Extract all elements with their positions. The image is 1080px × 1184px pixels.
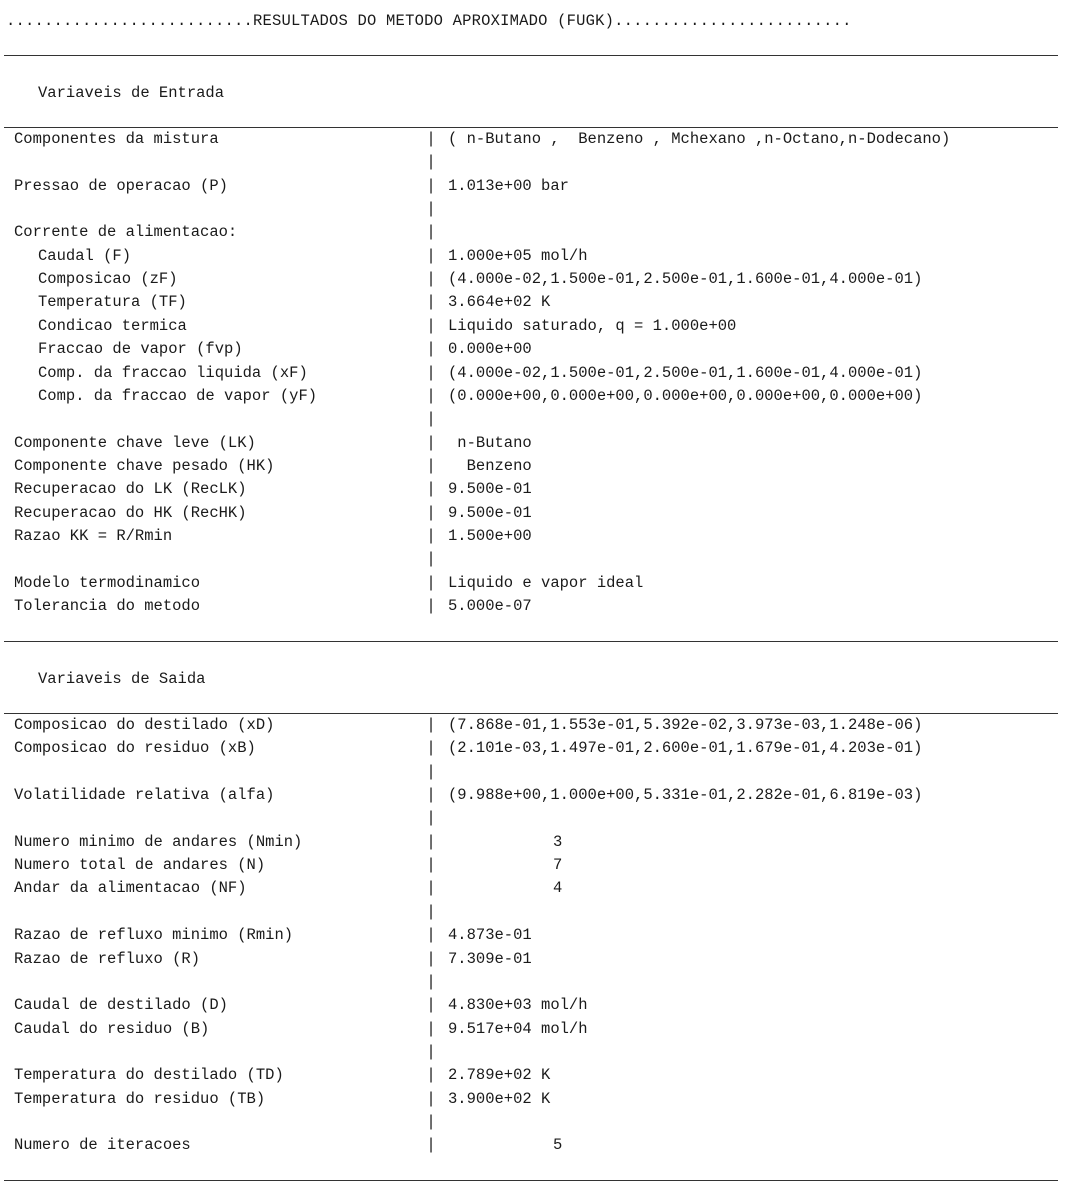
table-row	[0, 1043, 1080, 1066]
column-separator: |	[426, 246, 436, 265]
row-value: 2.789e+02 K	[448, 1066, 551, 1085]
row-label: Numero minimo de andares (Nmin)	[14, 832, 303, 851]
column-separator: |	[426, 410, 436, 429]
row-label: Recuperacao do HK (RecHK)	[14, 503, 247, 522]
output-section-header: Variaveis de Saida	[38, 670, 206, 688]
column-separator: |	[426, 996, 436, 1015]
divider-top	[4, 55, 1058, 56]
column-separator: |	[426, 340, 436, 359]
table-row	[0, 739, 1080, 762]
table-row	[0, 996, 1080, 1019]
table-row	[0, 926, 1080, 949]
column-separator: |	[426, 1136, 436, 1155]
table-row	[0, 527, 1080, 550]
row-value: Liquido e vapor ideal	[448, 573, 644, 592]
column-separator: |	[426, 1112, 436, 1131]
row-value: (2.101e-03,1.497e-01,2.600e-01,1.679e-01,4.203e-01)	[448, 739, 923, 758]
row-value: 1.000e+05 mol/h	[448, 246, 588, 265]
table-row	[0, 1090, 1080, 1113]
row-value: 5	[553, 1136, 563, 1155]
column-separator: |	[426, 526, 436, 545]
row-value: ( n-Butano , Benzeno , Mchexano ,n-Octano,n-Dodecano)	[448, 130, 951, 148]
row-value: 3	[553, 832, 563, 851]
table-row	[0, 833, 1080, 856]
column-separator: |	[426, 550, 436, 569]
row-label: Componentes da mistura	[14, 130, 219, 148]
row-value: 9.500e-01	[448, 503, 532, 522]
row-label: Caudal (F)	[38, 246, 132, 265]
row-label: Temperatura (TF)	[38, 293, 187, 312]
row-label: Fraccao de vapor (fvp)	[38, 340, 243, 359]
table-row	[0, 340, 1080, 363]
row-value: 4.830e+03 mol/h	[448, 996, 588, 1015]
column-separator: |	[426, 153, 436, 172]
row-value: (9.988e+00,1.000e+00,5.331e-01,2.282e-01,6.819e-03)	[448, 786, 923, 805]
table-row	[0, 504, 1080, 527]
table-row	[0, 387, 1080, 410]
row-label: Componente chave leve (LK)	[14, 433, 256, 452]
column-separator: |	[426, 972, 436, 991]
table-row	[0, 364, 1080, 387]
row-label: Tolerancia do metodo	[14, 597, 201, 615]
column-separator: |	[426, 200, 436, 219]
row-value: 9.517e+04 mol/h	[448, 1019, 588, 1038]
column-separator: |	[426, 270, 436, 289]
row-label: Temperatura do residuo (TB)	[14, 1089, 266, 1108]
row-label: Pressao de operacao (P)	[14, 176, 228, 195]
column-separator: |	[426, 176, 436, 195]
divider-output	[4, 713, 1058, 714]
table-row	[0, 480, 1080, 503]
column-separator: |	[426, 503, 436, 522]
table-row	[0, 786, 1080, 809]
column-separator: |	[426, 293, 436, 312]
column-separator: |	[426, 1089, 436, 1108]
row-value: 7.309e-01	[448, 949, 532, 968]
column-separator: |	[426, 926, 436, 945]
table-row	[0, 153, 1080, 176]
column-separator: |	[426, 130, 436, 148]
column-separator: |	[426, 1019, 436, 1038]
row-label: Componente chave pesado (HK)	[14, 456, 275, 475]
row-label: Comp. da fraccao liquida (xF)	[38, 363, 308, 382]
table-row	[0, 434, 1080, 457]
divider-input	[4, 127, 1058, 128]
row-value: 4.873e-01	[448, 926, 532, 945]
table-row	[0, 247, 1080, 270]
column-separator: |	[426, 832, 436, 851]
row-value: (0.000e+00,0.000e+00,0.000e+00,0.000e+00,0.000e+00)	[448, 386, 923, 405]
table-row	[0, 1066, 1080, 1089]
row-value: 0.000e+00	[448, 340, 532, 359]
row-value: 1.013e+00 bar	[448, 176, 569, 195]
table-row	[0, 1136, 1080, 1159]
column-separator: |	[426, 809, 436, 828]
row-label: Corrente de alimentacao:	[14, 223, 238, 242]
table-row	[0, 716, 1080, 739]
column-separator: |	[426, 1066, 436, 1085]
table-row	[0, 597, 1080, 620]
column-separator: |	[426, 223, 436, 242]
row-value: 7	[553, 856, 563, 875]
table-row	[0, 130, 1080, 153]
column-separator: |	[426, 363, 436, 382]
table-row	[0, 1113, 1080, 1136]
column-separator: |	[426, 597, 436, 615]
divider-input-end	[4, 641, 1058, 642]
row-value: 5.000e-07	[448, 597, 532, 615]
table-row	[0, 293, 1080, 316]
table-row	[0, 879, 1080, 902]
row-label: Composicao (zF)	[38, 270, 178, 289]
column-separator: |	[426, 949, 436, 968]
table-row	[0, 457, 1080, 480]
row-label: Caudal de destilado (D)	[14, 996, 228, 1015]
column-separator: |	[426, 762, 436, 781]
row-value: 3.664e+02 K	[448, 293, 551, 312]
report-title: ..........................RESULTADOS DO METODO APROXIMADO (FUGK).........................	[6, 12, 852, 30]
row-label: Caudal do residuo (B)	[14, 1019, 210, 1038]
row-label: Razao de refluxo minimo (Rmin)	[14, 926, 294, 945]
row-label: Modelo termodinamico	[14, 573, 201, 592]
row-label: Numero total de andares (N)	[14, 856, 266, 875]
table-row	[0, 809, 1080, 832]
column-separator: |	[426, 573, 436, 592]
column-separator: |	[426, 902, 436, 921]
column-separator: |	[426, 856, 436, 875]
row-value: 1.500e+00	[448, 526, 532, 545]
row-value: Liquido saturado, q = 1.000e+00	[448, 316, 737, 335]
table-row	[0, 973, 1080, 996]
row-label: Andar da alimentacao (NF)	[14, 879, 247, 898]
table-row	[0, 856, 1080, 879]
row-label: Composicao do residuo (xB)	[14, 739, 256, 758]
row-value: (4.000e-02,1.500e-01,2.500e-01,1.600e-01,4.000e-01)	[448, 363, 923, 382]
table-row	[0, 223, 1080, 246]
row-value: 4	[553, 879, 563, 898]
column-separator: |	[426, 433, 436, 452]
row-value: (7.868e-01,1.553e-01,5.392e-02,3.973e-03,1.248e-06)	[448, 716, 923, 734]
column-separator: |	[426, 480, 436, 499]
table-row	[0, 177, 1080, 200]
row-label: Composicao do destilado (xD)	[14, 716, 275, 734]
row-label: Razao de refluxo (R)	[14, 949, 201, 968]
row-label: Recuperacao do LK (RecLK)	[14, 480, 247, 499]
row-value: 9.500e-01	[448, 480, 532, 499]
divider-bottom	[4, 1180, 1058, 1181]
column-separator: |	[426, 739, 436, 758]
table-row	[0, 550, 1080, 573]
column-separator: |	[426, 386, 436, 405]
column-separator: |	[426, 879, 436, 898]
column-separator: |	[426, 1042, 436, 1061]
row-label: Condicao termica	[38, 316, 187, 335]
table-row	[0, 200, 1080, 223]
row-label: Volatilidade relativa (alfa)	[14, 786, 275, 805]
row-value: (4.000e-02,1.500e-01,2.500e-01,1.600e-01,4.000e-01)	[448, 270, 923, 289]
column-separator: |	[426, 316, 436, 335]
table-row	[0, 574, 1080, 597]
row-label: Numero de iteracoes	[14, 1136, 191, 1155]
column-separator: |	[426, 786, 436, 805]
table-row	[0, 270, 1080, 293]
row-value: Benzeno	[448, 456, 532, 475]
table-row	[0, 903, 1080, 926]
row-value: 3.900e+02 K	[448, 1089, 551, 1108]
table-row	[0, 317, 1080, 340]
row-value: n-Butano	[448, 433, 532, 452]
table-row	[0, 1020, 1080, 1043]
row-label: Comp. da fraccao de vapor (yF)	[38, 386, 318, 405]
column-separator: |	[426, 456, 436, 475]
column-separator: |	[426, 716, 436, 734]
table-row	[0, 950, 1080, 973]
table-row	[0, 763, 1080, 786]
row-label: Temperatura do destilado (TD)	[14, 1066, 284, 1085]
row-label: Razao KK = R/Rmin	[14, 526, 173, 545]
table-row	[0, 410, 1080, 433]
input-section-header: Variaveis de Entrada	[38, 84, 225, 102]
